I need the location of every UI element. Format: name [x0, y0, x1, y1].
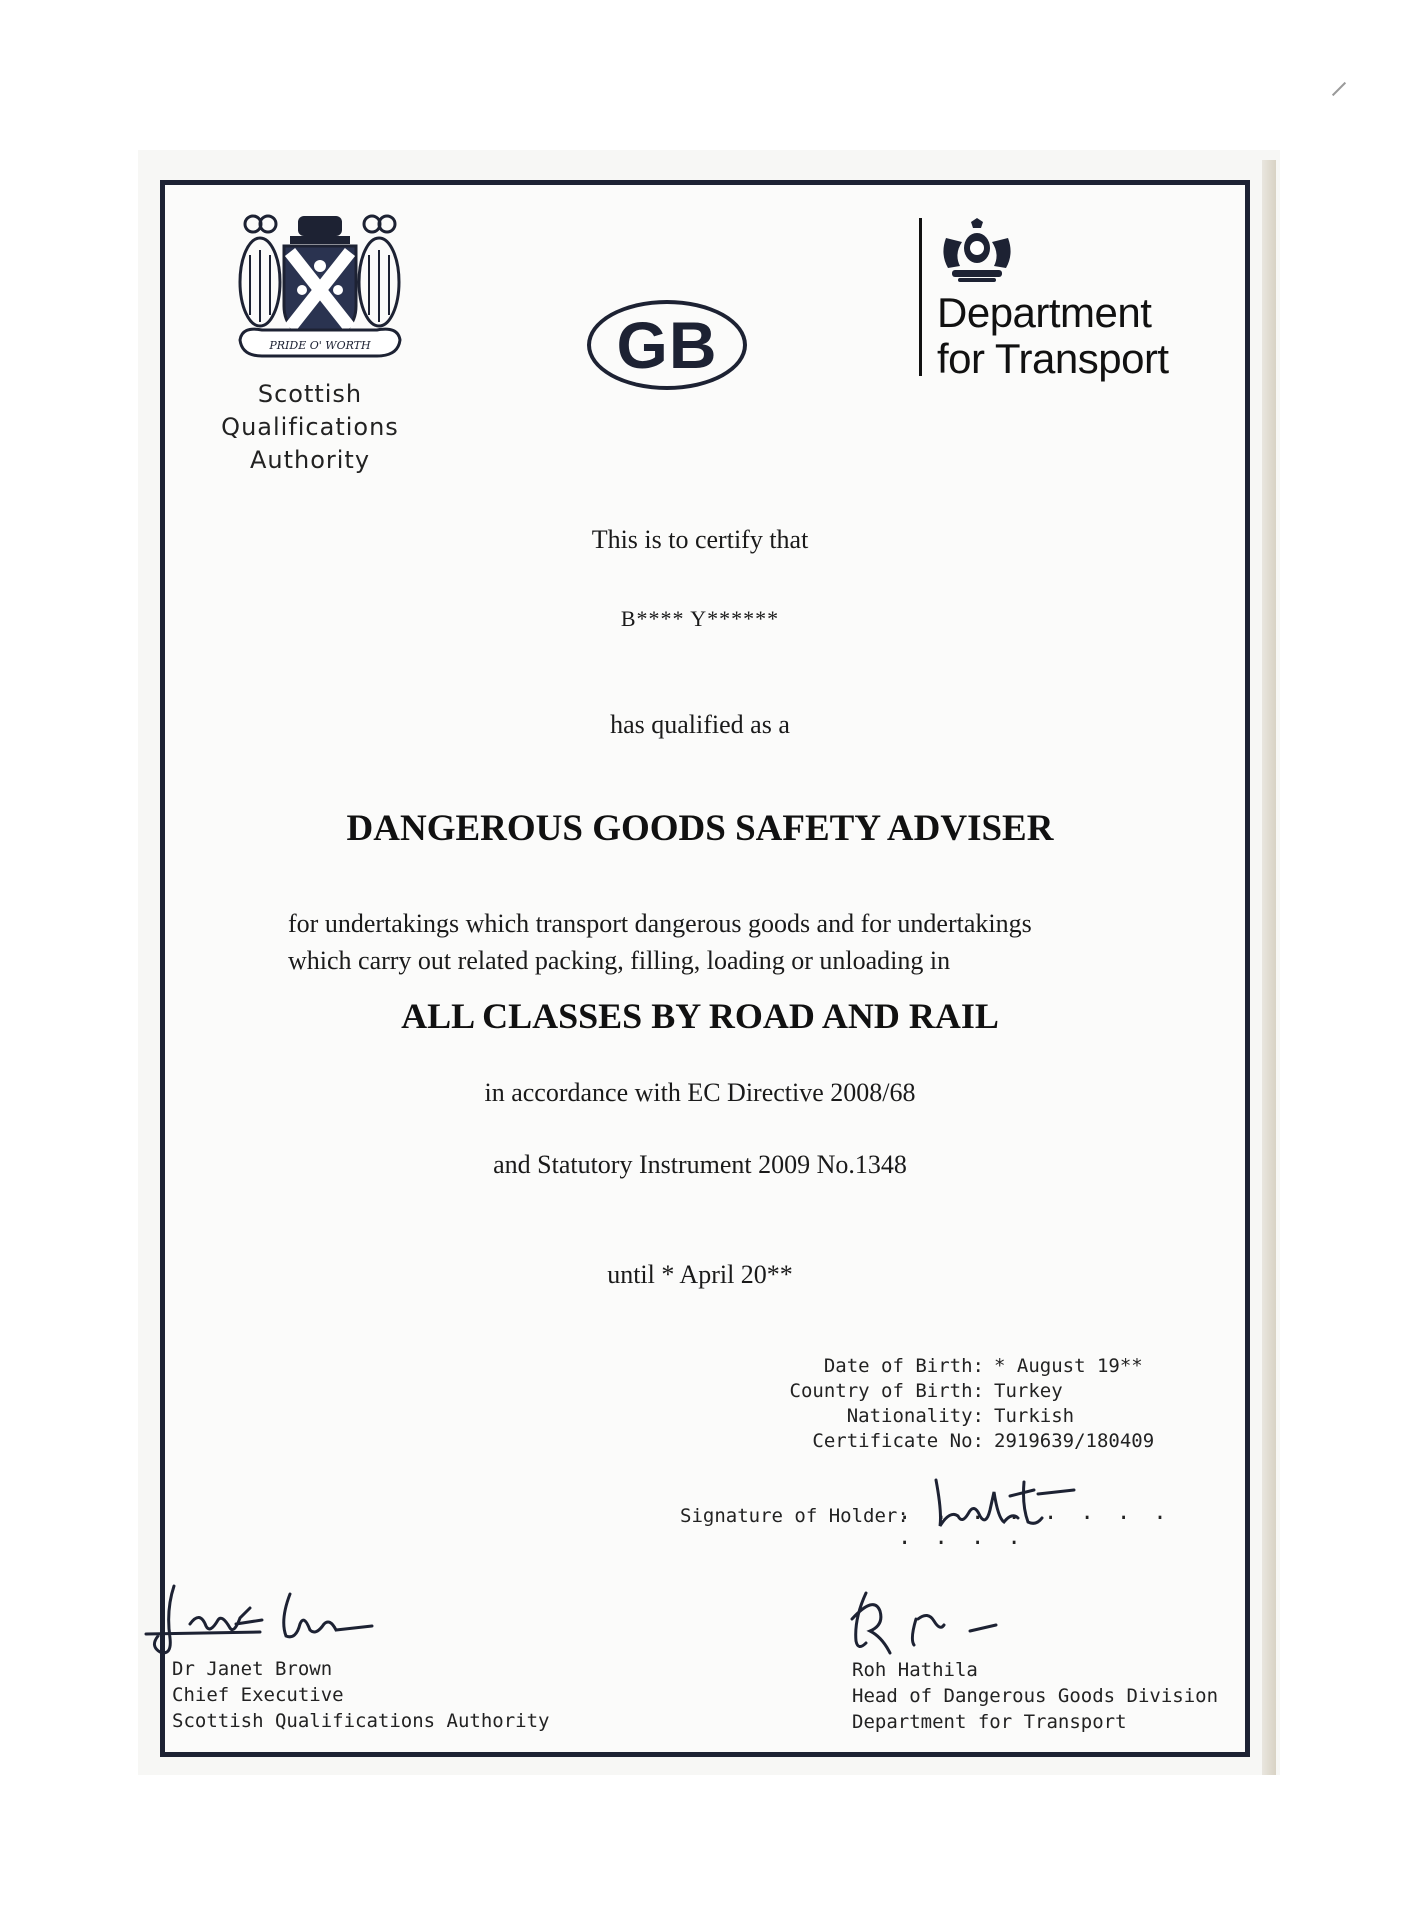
svg-text:PRIDE O' WORTH: PRIDE O' WORTH — [269, 339, 371, 352]
signatory-organisation: Department for Transport — [852, 1711, 1127, 1733]
detail-row — [780, 1354, 1200, 1379]
signatory-dft — [852, 1657, 1218, 1735]
qualification-title: DANGEROUS GOODS SAFETY ADVISER — [346, 808, 1054, 849]
signatory-name: Dr Janet Brown — [172, 1658, 333, 1680]
sqa-crest-logo — [232, 210, 407, 372]
detail-value: Turkish — [994, 1405, 1075, 1427]
signature-roh-hathila — [840, 1585, 1010, 1660]
signature-janet-brown — [140, 1580, 410, 1660]
dft-name-line: for Transport — [937, 335, 1169, 382]
holder-details — [780, 1354, 1200, 1454]
scope-line: which carry out related packing, filling, loading or unloading in — [288, 946, 951, 975]
directive-reference: in accordance with EC Directive 2008/68 — [484, 1078, 916, 1107]
certify-intro: This is to certify that — [591, 525, 809, 554]
signatory-sqa — [172, 1656, 550, 1734]
dft-name — [937, 290, 1217, 382]
holder-signature-label: Signature of Holder: — [680, 1505, 909, 1527]
detail-value: Turkey — [994, 1380, 1063, 1402]
valid-until: until * April 20** — [607, 1260, 793, 1289]
holder-signature-mark — [928, 1472, 1078, 1534]
scope-text — [288, 905, 1148, 979]
qualified-as: has qualified as a — [610, 710, 790, 739]
detail-row — [780, 1429, 1200, 1454]
signatory-organisation: Scottish Qualifications Authority — [172, 1710, 550, 1732]
detail-row — [780, 1379, 1200, 1404]
sqa-name-line: Qualifications — [221, 413, 399, 441]
detail-row — [780, 1404, 1200, 1429]
signatory-name: Roh Hathila — [852, 1659, 978, 1681]
detail-value: * August 19** — [994, 1355, 1143, 1377]
holder-signature-line: . . . . . . . . . . . . — [898, 1500, 1172, 1550]
sqa-name-line: Authority — [249, 446, 371, 474]
statutory-reference: and Statutory Instrument 2009 No.1348 — [493, 1150, 907, 1179]
detail-label: Date of Birth: — [823, 1355, 984, 1377]
detail-label: Nationality: — [846, 1405, 984, 1427]
scope-line: for undertakings which transport dangerous goods and for undertakings — [288, 909, 1032, 938]
sqa-name — [190, 378, 430, 477]
detail-label: Certificate No: — [812, 1430, 984, 1452]
signatory-title: Head of Dangerous Goods Division — [852, 1685, 1219, 1707]
paper-edge-shadow — [1262, 160, 1276, 1775]
royal-coat-of-arms-icon — [938, 218, 1016, 284]
sqa-name-line: Scottish — [257, 380, 363, 408]
signatory-title: Chief Executive — [172, 1684, 344, 1706]
dft-logo-rule — [919, 218, 922, 376]
holder-name: B**** Y****** — [620, 606, 780, 631]
dft-name-line: Department — [937, 289, 1152, 336]
gb-country-badge: GB — [587, 300, 747, 390]
detail-label: Country of Birth: — [789, 1380, 984, 1402]
corner-mark — [1332, 82, 1346, 96]
classes-title: ALL CLASSES BY ROAD AND RAIL — [401, 996, 999, 1036]
detail-value: 2919639/180409 — [994, 1430, 1155, 1452]
